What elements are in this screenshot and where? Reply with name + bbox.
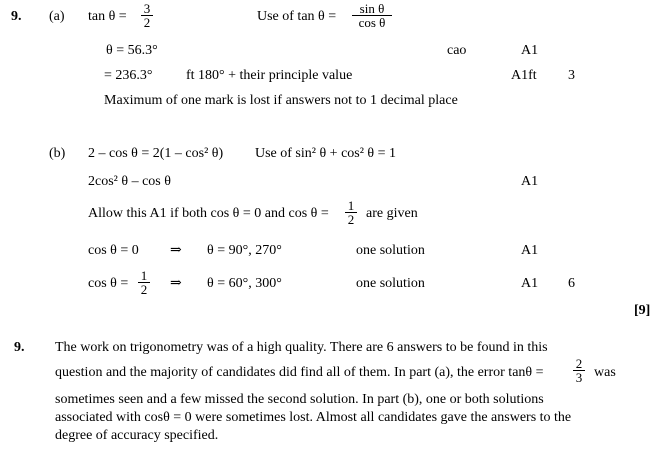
implies-arrow-icon: ⇒ [170, 276, 182, 291]
part-a-line2: = 236.3° [104, 68, 153, 83]
report-line5: degree of accuracy specified. [55, 428, 219, 443]
part-b-sol2-fraction [138, 269, 150, 296]
part-b-sol1-mark: A1 [521, 243, 539, 258]
part-b-sol1-note: one solution [356, 243, 425, 258]
part-b-allow-text: Allow this A1 if both cos θ = 0 and cos θ = [88, 206, 329, 221]
part-b-allow-den: 2 [345, 212, 357, 226]
report-line2: question and the majority of candidates did find all of them. In part (a), the error tanθ = [55, 365, 544, 380]
part-a-line2-note: ft 180° + their principle value [186, 68, 353, 83]
part-b-sol2-num: 1 [140, 268, 148, 283]
part-b-line1: 2cos² θ – cos θ [88, 174, 171, 189]
part-a-method-den: cos θ [352, 15, 392, 29]
part-b-allow-num: 1 [347, 198, 355, 213]
report-number: 9. [14, 340, 25, 355]
part-b-allow-fraction [345, 199, 357, 226]
part-a-equation: tan θ = [88, 9, 127, 24]
report-fraction-den: 3 [573, 370, 585, 384]
part-b-method: Use of sin² θ + cos² θ = 1 [255, 146, 397, 161]
part-b-sol2-note: one solution [356, 276, 425, 291]
part-b-label: (b) [49, 146, 66, 161]
part-b-subtotal: 6 [568, 276, 575, 291]
part-a-line1-mark: A1 [521, 43, 539, 58]
part-a-line2-mark: A1ft [511, 68, 537, 83]
report-line2-suffix: was [594, 365, 616, 380]
part-a-method: Use of tan θ = [257, 9, 337, 24]
implies-arrow-icon: ⇒ [170, 243, 182, 258]
part-a-subtotal: 3 [568, 68, 575, 83]
part-a-line1-note: cao [447, 43, 467, 58]
report-line1: The work on trigonometry was of a high quality. There are 6 answers to be found in this [55, 340, 548, 355]
part-b-line1-mark: A1 [521, 174, 539, 189]
part-a-fraction-num: 3 [143, 1, 151, 16]
part-a-line1: θ = 56.3° [106, 43, 158, 58]
part-a-label: (a) [49, 9, 65, 24]
question-total: [9] [634, 303, 651, 318]
part-b-sol2-mark: A1 [521, 276, 539, 291]
report-fraction-num: 2 [575, 356, 583, 371]
part-b-sol2-den: 2 [138, 282, 150, 296]
part-b-sol1-lhs: cos θ = 0 [88, 243, 139, 258]
part-a-fraction-den: 2 [141, 15, 153, 29]
report-fraction [573, 357, 585, 384]
part-b-sol2-lhs: cos θ = [88, 276, 129, 291]
part-b-equation: 2 – cos θ = 2(1 – cos² θ) [88, 146, 224, 161]
report-line3: sometimes seen and a few missed the second solution. In part (b), one or both solutions [55, 392, 544, 407]
part-b-sol2-rhs: θ = 60°, 300° [207, 276, 282, 291]
part-a-fraction [141, 2, 153, 29]
part-a-line3: Maximum of one mark is lost if answers not to 1 decimal place [104, 93, 458, 108]
part-a-method-num: sin θ [359, 1, 385, 16]
part-b-allow-suffix: are given [366, 206, 418, 221]
question-number: 9. [11, 9, 22, 24]
part-b-sol1-rhs: θ = 90°, 270° [207, 243, 282, 258]
report-line4: associated with cosθ = 0 were sometimes lost. Almost all candidates gave the answers to the [55, 410, 572, 425]
part-a-method-fraction [352, 2, 392, 29]
